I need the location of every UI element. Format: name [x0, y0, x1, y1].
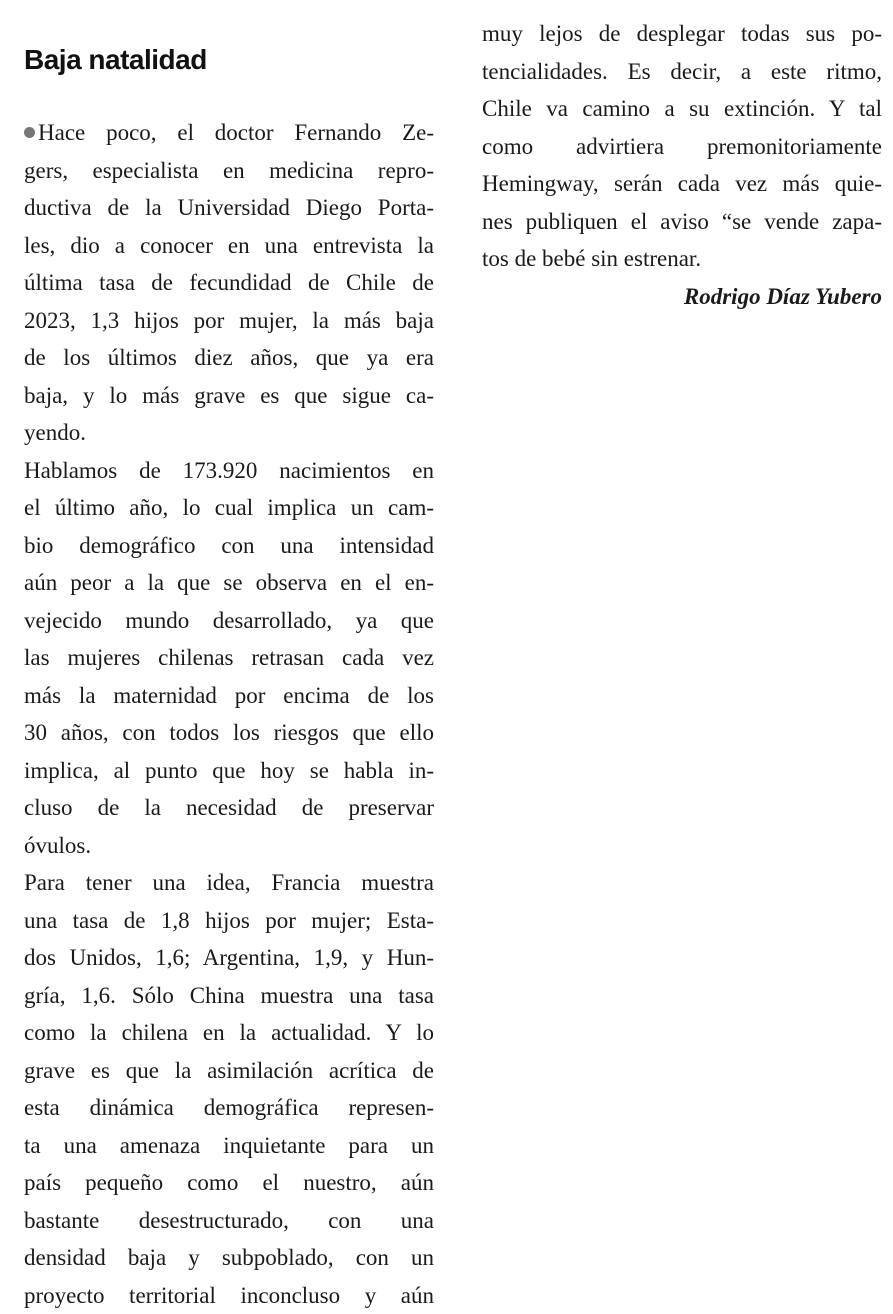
text-line: Hemingway, serán cada vez más quie- — [482, 165, 882, 203]
text-line: ductiva de la Universidad Diego Porta- — [24, 189, 434, 227]
text-line: el último año, lo cual implica un cam- — [24, 489, 434, 527]
text-line: gría, 1,6. Sólo China muestra una tasa — [24, 977, 434, 1015]
text-line: Chile va camino a su extinción. Y tal — [482, 90, 882, 128]
text-line: yendo. — [24, 414, 434, 452]
text-line: más la maternidad por encima de los — [24, 677, 434, 715]
paragraph-2 — [24, 452, 434, 865]
paragraph-1 — [24, 114, 434, 452]
text-line: ta una amenaza inquietante para un — [24, 1127, 434, 1165]
text-line: nes publiquen el aviso “se vende zapa- — [482, 203, 882, 241]
text-line: grave es que la asimilación acrítica de — [24, 1052, 434, 1090]
paragraph-3-continued — [482, 15, 882, 278]
text-line: baja, y lo más grave es que sigue ca- — [24, 377, 434, 415]
bullet-icon — [24, 127, 35, 138]
text-line: gers, especialista en medicina repro- — [24, 152, 434, 190]
paragraph-3 — [24, 864, 434, 1314]
text-line: bio demográfico con una intensidad — [24, 527, 434, 565]
text-line: país pequeño como el nuestro, aún — [24, 1164, 434, 1202]
text-line: aún peor a la que se observa en el en- — [24, 564, 434, 602]
right-column-body — [482, 15, 882, 278]
text-line: de los últimos diez años, que ya era — [24, 339, 434, 377]
text-line: una tasa de 1,8 hijos por mujer; Esta- — [24, 902, 434, 940]
text-line: Hace poco, el doctor Fernando Ze- — [24, 114, 434, 152]
text-line: tos de bebé sin estrenar. — [482, 240, 882, 278]
text-line: vejecido mundo desarrollado, ya que — [24, 602, 434, 640]
text-line: densidad baja y subpoblado, con un — [24, 1239, 434, 1277]
text-line: 2023, 1,3 hijos por mujer, la más baja — [24, 302, 434, 340]
text-line: muy lejos de desplegar todas sus po- — [482, 15, 882, 53]
text-line: última tasa de fecundidad de Chile de — [24, 264, 434, 302]
text-line: 30 años, con todos los riesgos que ello — [24, 714, 434, 752]
left-column-body — [24, 114, 434, 1314]
text-line: Hablamos de 173.920 nacimientos en — [24, 452, 434, 490]
text-line: óvulos. — [24, 827, 434, 865]
text-line: bastante desestructurado, con una — [24, 1202, 434, 1240]
text-line: les, dio a conocer en una entrevista la — [24, 227, 434, 265]
text-line: esta dinámica demográfica represen- — [24, 1089, 434, 1127]
text-line: Para tener una idea, Francia muestra — [24, 864, 434, 902]
text-line: proyecto territorial inconcluso y aún — [24, 1277, 434, 1314]
text-line: como la chilena en la actualidad. Y lo — [24, 1014, 434, 1052]
text-line: las mujeres chilenas retrasan cada vez — [24, 639, 434, 677]
text-line: como advirtiera premonitoriamente — [482, 128, 882, 166]
text-line: tencialidades. Es decir, a este ritmo, — [482, 53, 882, 91]
author-signature: Rodrigo Díaz Yubero — [684, 282, 882, 312]
text-line: dos Unidos, 1,6; Argentina, 1,9, y Hun- — [24, 939, 434, 977]
text-line: cluso de la necesidad de preservar — [24, 789, 434, 827]
text-line: implica, al punto que hoy se habla in- — [24, 752, 434, 790]
headline: Baja natalidad — [24, 40, 207, 80]
